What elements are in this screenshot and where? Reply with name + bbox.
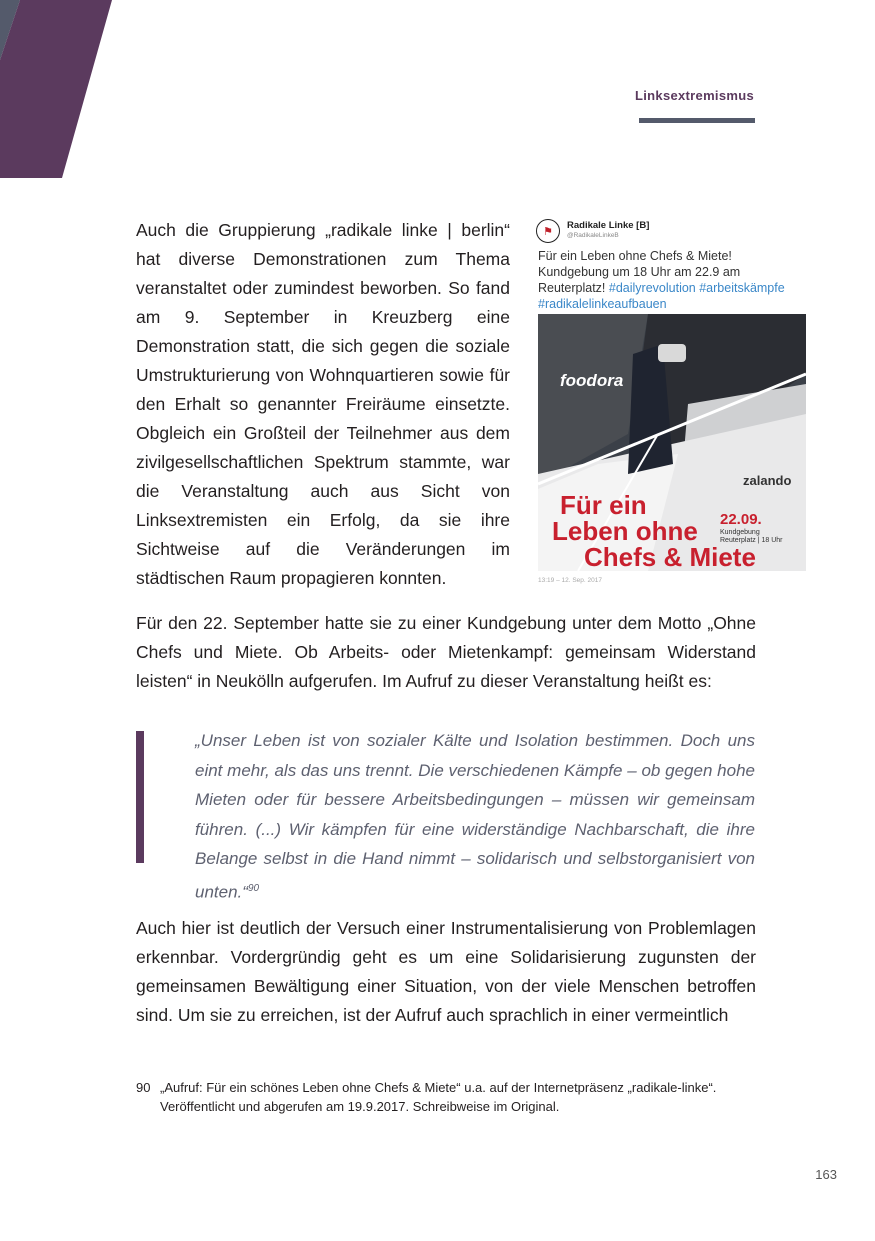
footnote-line-1: „Aufruf: Für ein schönes Leben ohne Chefs & Miete“ u.a. auf der Internetpräsenz „radikale-linke“. [160, 1080, 717, 1095]
quote-footnote-ref[interactable]: 90 [247, 882, 260, 894]
corner-decoration [0, 0, 120, 180]
event-date: 22.09. [720, 511, 762, 528]
brand-foodora: foodora [560, 371, 624, 390]
footnote-number: 90 [136, 1080, 151, 1095]
headline-line-3: Chefs & Miete [584, 542, 756, 571]
paragraph-2: Für den 22. September hatte sie zu einer Kundgebung unter dem Motto „Ohne Chefs und Miete. Ob Arbeits- oder Mietenkampf: gemeinsam Widerstand leisten“ in Neukölln aufgerufen. Im Aufruf zu dieser Veranstaltung heißt es: [136, 613, 756, 691]
quote-bar [136, 731, 144, 863]
account-logo-icon: ⚑ [536, 219, 560, 243]
brand-zalando: zalando [743, 473, 792, 488]
tweet-header [536, 216, 806, 246]
page-number: 163 [815, 1167, 837, 1182]
tweet-handle: @RadikaleLinkeB [567, 232, 619, 239]
section-title: Linksextremismus [635, 88, 754, 103]
footnote-text [160, 1078, 760, 1116]
tweet-embed [536, 216, 806, 588]
footnote-line-2: Veröffentlicht und abgerufen am 19.9.2017. Schreibweise im Original. [160, 1099, 560, 1114]
headline-line-1: Für ein [560, 490, 647, 520]
tweet-hashtags: #dailyrevolution #arbeitskämpfe #radikalelinkeaufbauen [538, 281, 785, 311]
tweet-account-name: Radikale Linke [B] [567, 220, 650, 231]
paragraph-3: Auch hier ist deutlich der Versuch einer Instrumentalisierung von Problemlagen erkennbar. Vordergründig geht es um eine Solidarisierung zugunsten der gemeinsamen Bewältigung einer Situation, von der viele Menschen betroffen sind. Um sie zu erreichen, ist der Aufruf auch sprachlich in einer vermeintlich [136, 918, 756, 1025]
quote-text: „Unser Leben ist von sozialer Kälte und Isolation bestimmen. Doch uns eint mehr, als das uns trennt. Die verschiedenen Kämpfe – ob gegen hohe Mieten oder für bessere Arbeitsbedingungen – müssen wir gemeinsam führen. (...) Wir kämpfen für eine widerständige Nachbarschaft, die ihre Belange selbst in die Hand nimmt – solidarisch und selbstorganisiert von unten.“ [195, 731, 755, 902]
event-line-2: Reuterplatz | 18 Uhr [720, 537, 783, 544]
paragraph-1: Auch die Gruppierung „radikale linke | berlin“ hat diverse Demonstrationen zum Thema veranstaltet oder zumindest beworben. So fand am 9. September in Kreuzberg eine Demonstration statt, die sich gegen die soziale Umstrukturierung von Wohnquartieren sowie für den Erhalt so genannter Freiräume einsetzte. Obgleich ein Großteil der Teilnehmer aus dem zivilgesellschaftlichen Spektrum stammte, war die Veranstaltung auch aus Sicht von Linksextremisten ein Erfolg, da sie ihre Sichtweise auf die Veränderungen im städtischen Raum propagieren konnten. [136, 220, 510, 588]
blockquote [195, 726, 755, 907]
tweet-timestamp: 13:19 – 12. Sep. 2017 [538, 577, 602, 584]
event-line-1: Kundgebung [720, 529, 760, 536]
headline-line-2: Leben ohne [552, 516, 698, 546]
header-rule [639, 118, 755, 123]
megaphone-icon [658, 344, 686, 362]
tweet-image [538, 314, 806, 571]
tweet-text [538, 248, 806, 312]
tweet-body: Für ein Leben ohne Chefs & Miete! Kundgebung um 18 Uhr am 22.9 am Reuterplatz! [538, 249, 741, 295]
